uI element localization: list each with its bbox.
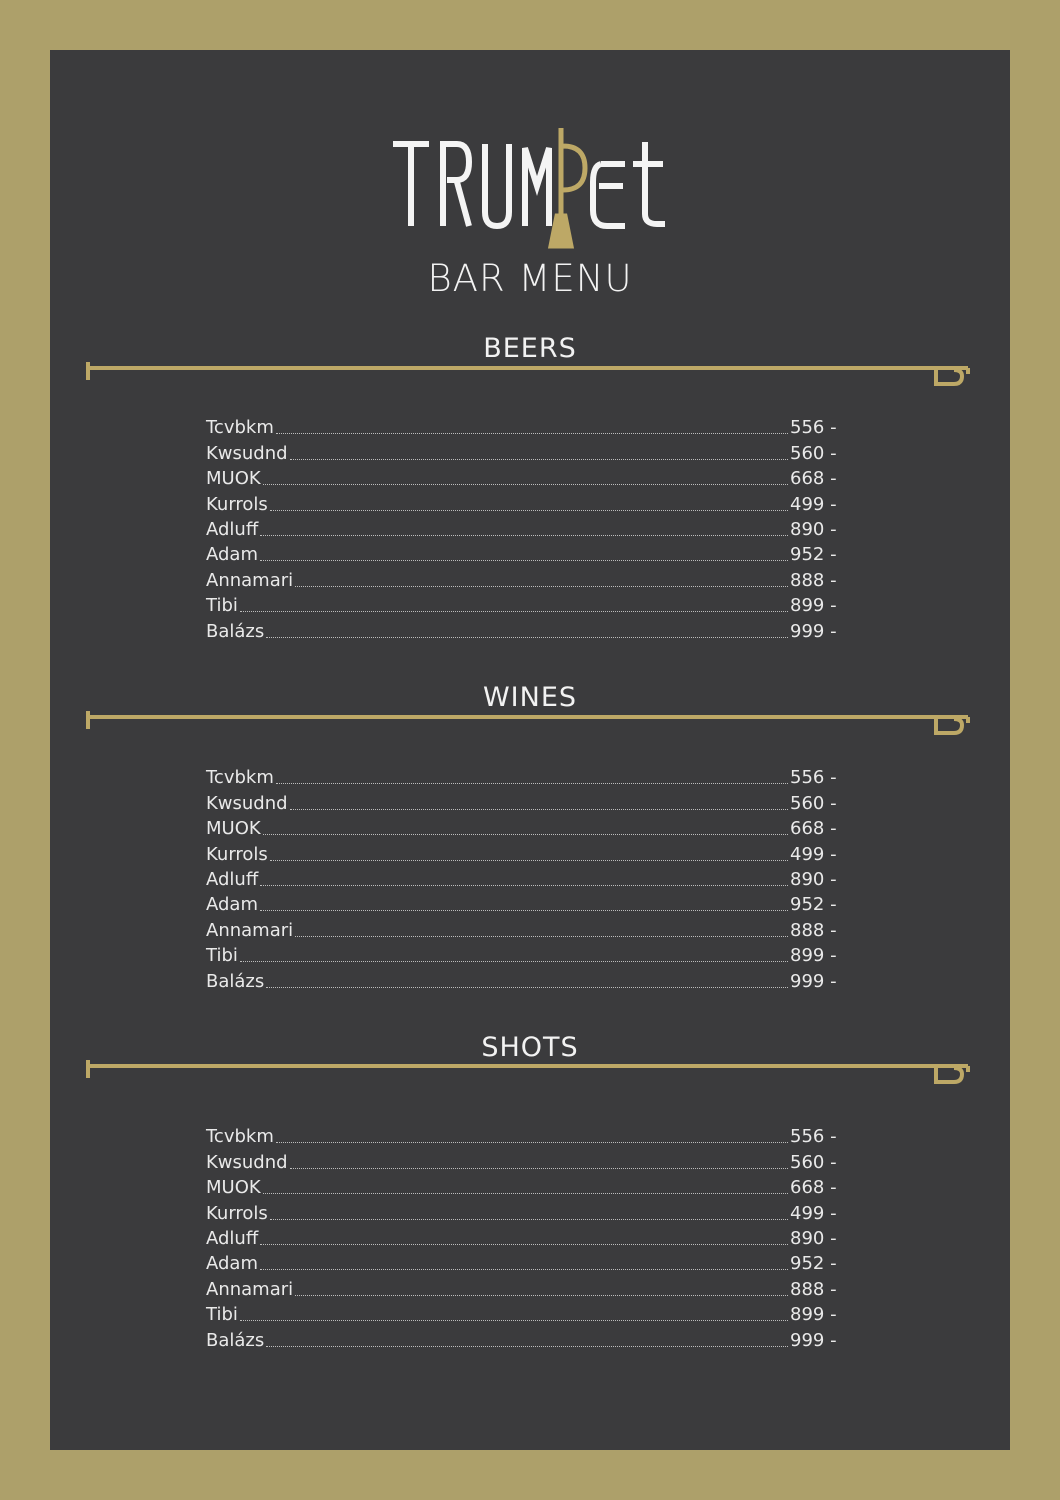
item-name: Balázs: [206, 1329, 265, 1351]
item-price: 556 -: [790, 417, 837, 439]
list-item: [206, 1326, 846, 1351]
item-price: 560 -: [790, 442, 837, 464]
dot-leader: [270, 509, 788, 511]
list-item: [206, 1199, 846, 1224]
dot-leader: [260, 909, 788, 911]
item-name: Annamari: [206, 1278, 294, 1300]
item-name: Annamari: [206, 919, 294, 941]
item-price: 888 -: [790, 569, 837, 591]
item-name: Adam: [206, 894, 258, 916]
dot-leader: [276, 782, 788, 784]
list-item: [206, 617, 846, 642]
item-price: 999 -: [790, 620, 837, 642]
item-price: 999 -: [790, 970, 837, 992]
dot-leader: [270, 1218, 788, 1220]
item-price: 560 -: [790, 1151, 837, 1173]
wines-list: [206, 764, 846, 993]
dot-leader: [260, 534, 788, 536]
list-item: [206, 1250, 846, 1275]
item-name: Kurrols: [206, 1202, 268, 1224]
item-name: Adam: [206, 1253, 258, 1275]
item-price: 952 -: [790, 894, 837, 916]
item-price: 899 -: [790, 1304, 837, 1326]
item-name: MUOK: [206, 468, 261, 490]
dot-leader: [295, 585, 788, 587]
item-name: Tcvbkm: [206, 767, 274, 789]
list-item: [206, 1148, 846, 1173]
dot-leader: [260, 884, 788, 886]
item-price: 499 -: [790, 493, 837, 515]
list-item: [206, 840, 846, 865]
item-price: 668 -: [790, 818, 837, 840]
item-price: 890 -: [790, 868, 837, 890]
trumpet-divider-icon: [82, 354, 974, 388]
item-price: 888 -: [790, 1278, 837, 1300]
menu-subtitle: BAR MENU: [427, 257, 633, 300]
list-item: [206, 789, 846, 814]
dot-leader: [276, 432, 788, 434]
dot-leader: [266, 1345, 788, 1347]
dot-leader: [290, 1167, 788, 1169]
dot-leader: [263, 1192, 788, 1194]
list-item: [206, 439, 846, 464]
dot-leader: [290, 458, 788, 460]
item-price: 499 -: [790, 843, 837, 865]
dot-leader: [240, 960, 788, 962]
list-item: [206, 891, 846, 916]
list-item: [206, 764, 846, 789]
item-name: Tibi: [206, 595, 238, 617]
dot-leader: [263, 833, 788, 835]
item-price: 499 -: [790, 1202, 837, 1224]
beers-list: [206, 414, 846, 643]
item-name: Kwsudnd: [206, 1151, 288, 1173]
item-name: Kurrols: [206, 493, 268, 515]
dot-leader: [260, 1243, 788, 1245]
item-name: Tibi: [206, 945, 238, 967]
list-item: [206, 1225, 846, 1250]
trumpet-divider-icon: [82, 703, 974, 737]
item-price: 668 -: [790, 1177, 837, 1199]
trumpet-divider-icon: [82, 1052, 974, 1086]
item-price: 888 -: [790, 919, 837, 941]
item-name: MUOK: [206, 818, 261, 840]
trumpet-logo: [389, 124, 671, 250]
item-name: Kwsudnd: [206, 442, 288, 464]
dot-leader: [270, 859, 788, 861]
section-title-wines: WINES: [482, 682, 578, 713]
dot-leader: [260, 559, 788, 561]
trumpet-logo-graphic: [389, 124, 671, 250]
dot-leader: [276, 1141, 788, 1143]
dot-leader: [266, 986, 788, 988]
item-name: Adluff: [206, 1227, 259, 1249]
item-price: 560 -: [790, 792, 837, 814]
list-item: [206, 967, 846, 992]
list-item: [206, 414, 846, 439]
list-item: [206, 1123, 846, 1148]
item-price: 556 -: [790, 1126, 837, 1148]
dot-leader: [260, 1268, 788, 1270]
dot-leader: [295, 935, 788, 937]
list-item: [206, 566, 846, 591]
item-name: Tibi: [206, 1304, 238, 1326]
item-name: Balázs: [206, 620, 265, 642]
dot-leader: [295, 1294, 788, 1296]
list-item: [206, 916, 846, 941]
list-item: [206, 490, 846, 515]
item-price: 899 -: [790, 595, 837, 617]
item-name: Adluff: [206, 518, 259, 540]
item-name: Adluff: [206, 868, 259, 890]
list-item: [206, 815, 846, 840]
dot-leader: [240, 610, 788, 612]
section-title-beers: BEERS: [483, 333, 577, 364]
list-item: [206, 866, 846, 891]
list-item: [206, 1275, 846, 1300]
dot-leader: [263, 483, 788, 485]
item-name: MUOK: [206, 1177, 261, 1199]
item-name: Annamari: [206, 569, 294, 591]
item-name: Balázs: [206, 970, 265, 992]
item-price: 556 -: [790, 767, 837, 789]
item-price: 890 -: [790, 518, 837, 540]
item-name: Tcvbkm: [206, 1126, 274, 1148]
list-item: [206, 1174, 846, 1199]
shots-list: [206, 1123, 846, 1352]
section-title-shots: SHOTS: [481, 1032, 579, 1063]
list-item: [206, 942, 846, 967]
dot-leader: [290, 808, 788, 810]
item-price: 952 -: [790, 544, 837, 566]
item-price: 899 -: [790, 945, 837, 967]
list-item: [206, 592, 846, 617]
item-price: 999 -: [790, 1329, 837, 1351]
item-name: Kurrols: [206, 843, 268, 865]
item-price: 890 -: [790, 1227, 837, 1249]
item-price: 952 -: [790, 1253, 837, 1275]
item-name: Kwsudnd: [206, 792, 288, 814]
item-name: Tcvbkm: [206, 417, 274, 439]
list-item: [206, 516, 846, 541]
dot-leader: [266, 636, 788, 638]
list-item: [206, 465, 846, 490]
item-price: 668 -: [790, 468, 837, 490]
item-name: Adam: [206, 544, 258, 566]
dot-leader: [240, 1319, 788, 1321]
list-item: [206, 541, 846, 566]
list-item: [206, 1301, 846, 1326]
